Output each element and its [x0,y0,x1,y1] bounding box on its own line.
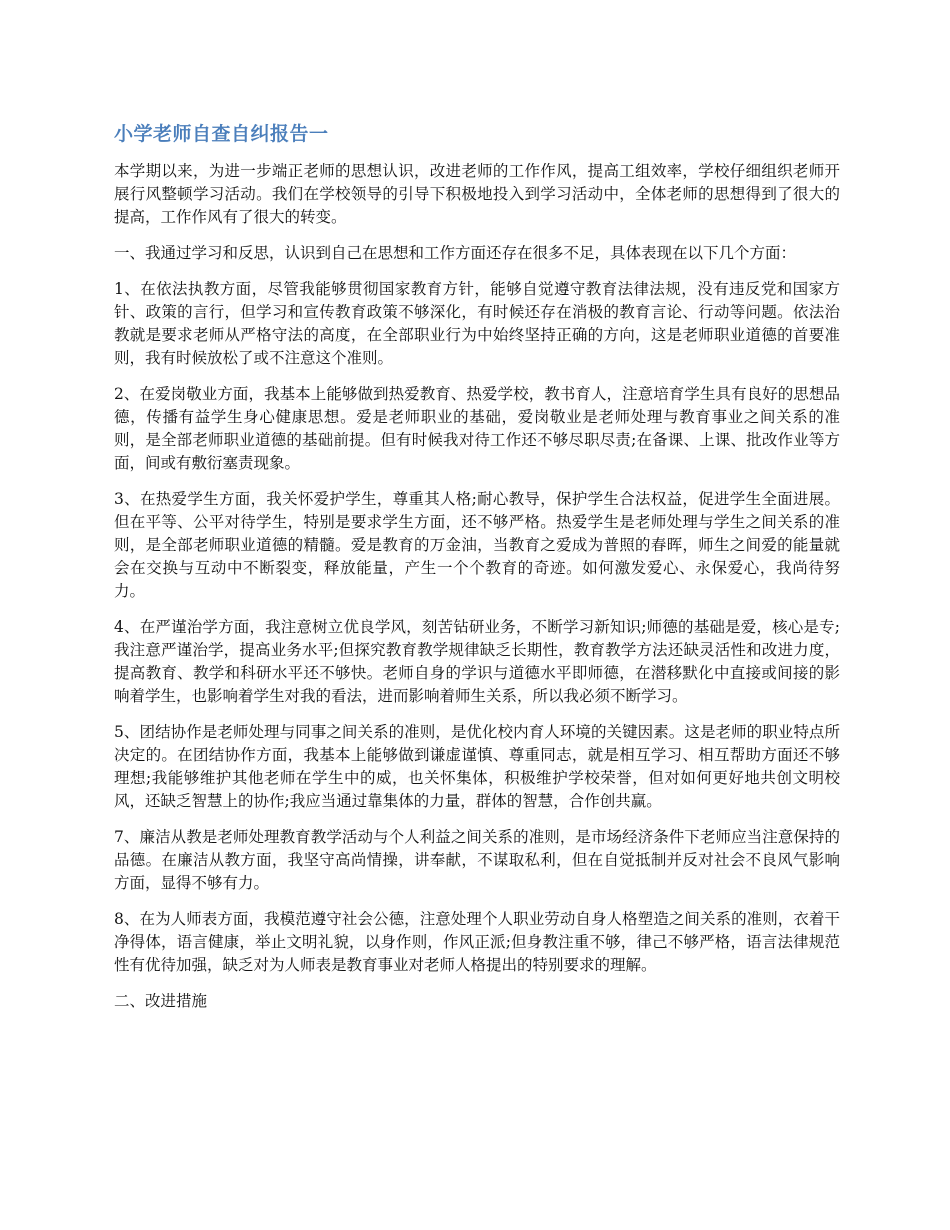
document-page [114,120,840,1026]
item-8-paragraph: 8、在为人师表方面，我模范遵守社会公德，注意处理个人职业劳动自身人格塑造之间关系的准则，衣着干净得体，语言健康，举止文明礼貌，以身作则，作风正派;但身教注重不够，律己不够严格，语言法律规范性有优待加强，缺乏对为人师表是教育事业对老师人格提出的特别要求的理解。 [114,910,840,974]
item-4-paragraph: 4、在严谨治学方面，我注意树立优良学风，刻苦钻研业务，不断学习新知识;师德的基础是爱，核心是专;我注意严谨治学，提高业务水平;但探究教育教学规律缺乏长期性，教育教学方法还缺灵活性和改进力度，提高教育、教学和科研水平还不够快。老师自身的学识与道德水平即师德，在潜移默化中直接或间接的影响着学生，也影响着学生对我的看法，进而影响着师生关系，所以我必须不断学习。 [114,618,840,705]
document-title: 小学老师自查自纠报告一 [114,123,329,145]
item-3-paragraph: 3、在热爱学生方面，我关怀爱护学生，尊重其人格;耐心教导，保护学生合法权益，促进学生全面进展。但在平等、公平对待学生，特别是要求学生方面，还不够严格。热爱学生是老师处理与学生之间关系的准则，是全部老师职业道德的精髓。爱是教育的万金油，当教育之爱成为普照的春晖，师生之间爱的能量就会在交换与互动中不断裂变，释放能量，产生一个个教育的奇迹。如何激发爱心、永保爱心，我尚待努力。 [114,490,840,600]
item-7-paragraph: 7、廉洁从教是老师处理教育教学活动与个人利益之间关系的准则，是市场经济条件下老师应当注意保持的品德。在廉洁从教方面，我坚守高尚情操，讲奉献，不谋取私利，但在自觉抵制并反对社会不良风气影响方面，显得不够有力。 [114,828,840,892]
section-two-heading: 二、改进措施 [114,992,208,1010]
item-5-paragraph: 5、团结协作是老师处理与同事之间关系的准则，是优化校内育人环境的关键因素。这是老师的职业特点所决定的。在团结协作方面，我基本上能够做到谦虚谨慎、尊重同志，就是相互学习、相互帮助方面还不够理想;我能够维护其他老师在学生中的威，也关怀集体，积极维护学校荣誉，但对如何更好地共创文明校风，还缺乏智慧上的协作;我应当通过靠集体的力量，群体的智慧，合作创共赢。 [114,723,840,810]
section-one-heading: 一、我通过学习和反思，认识到自己在思想和工作方面还存在很多不足，具体表现在以下几个方面： [114,244,797,262]
item-2-paragraph: 2、在爱岗敬业方面，我基本上能够做到热爱教育、热爱学校，教书育人，注意培育学生具有良好的思想品德，传播有益学生身心健康思想。爱是老师职业的基础，爱岗敬业是老师处理与教育事业之间关系的准则，是全部老师职业道德的基础前提。但有时候我对待工作还不够尽职尽责;在备课、上课、批改作业等方面，间或有敷衍塞责现象。 [114,385,840,472]
intro-paragraph: 本学期以来，为进一步端正老师的思想认识，改进老师的工作作风，提高工组效率，学校仔细组织老师开展行风整顿学习活动。我们在学校领导的引导下积极地投入到学习活动中，全体老师的思想得到了很大的提高，工作作风有了很大的转变。 [114,162,840,226]
item-1-paragraph: 1、在依法执教方面，尽管我能够贯彻国家教育方针，能够自觉遵守教育法律法规，没有违反党和国家方针、政策的言行，但学习和宣传教育政策不够深化，有时候还存在消极的教育言论、行动等问题。依法治教就是要求老师从严格守法的高度，在全部职业行为中始终坚持正确的方向，这是老师职业道德的首要准则，我有时候放松了或不注意这个准则。 [114,280,840,367]
